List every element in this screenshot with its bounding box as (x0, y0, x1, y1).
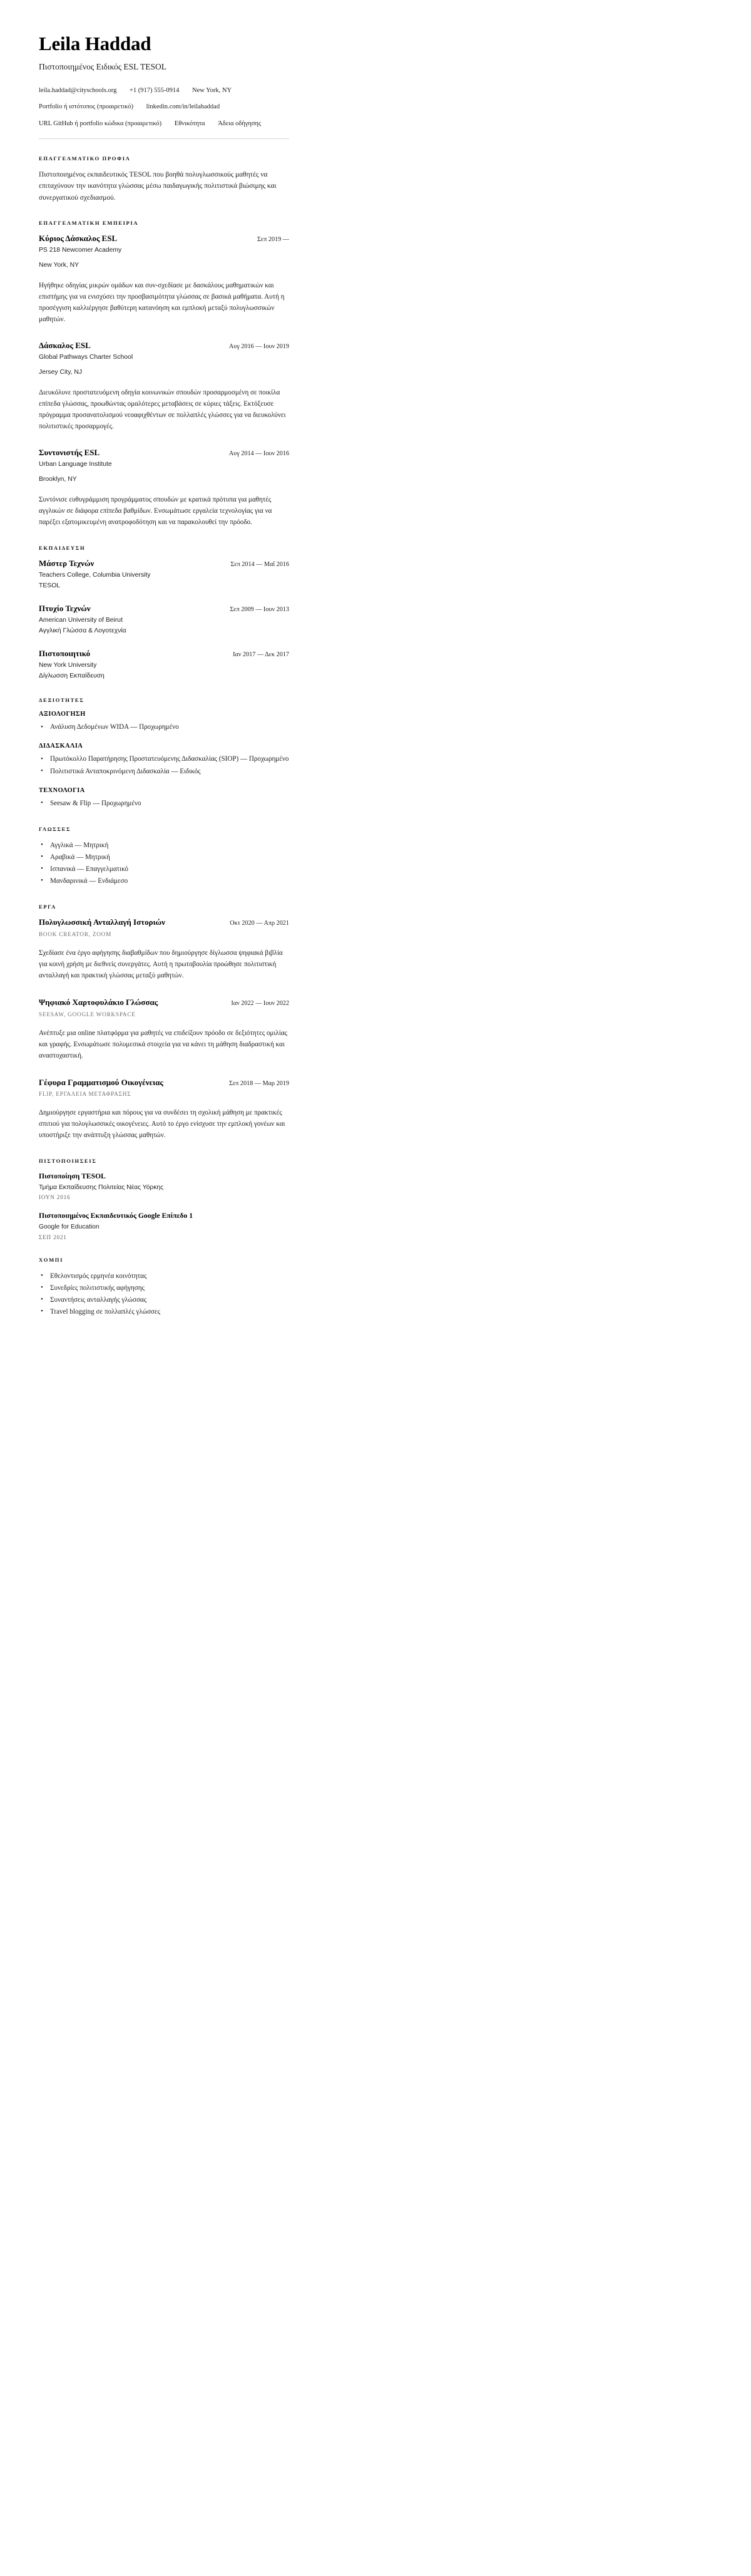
experience-entry (39, 448, 289, 528)
project-date-range: Ιαν 2022 — Ιουν 2022 (231, 999, 289, 1007)
experience-description: Διευκόλυνε προστατευόμενη οδηγία κοινωνικών σπουδών προσαρμοσμένη σε ποικίλα επίπεδα γλώσσας, προωθώντας ομαλότερες μεταβάσεις σε κύριες τάξεις. Εκτόξευσε πρόγραμμα προσανατολισμού νεοαφιχθέντων σε πολλαπλές γλώσσες για να διευκολύνει πολιτιστικές προσαρμογές. (39, 389, 286, 431)
education-entry-head (39, 559, 289, 569)
education-entry (39, 649, 289, 681)
project-entry-head (39, 917, 289, 928)
section-heading-certifications: ΠΙΣΤΟΠΟΙΗΣΕΙΣ (39, 1158, 97, 1165)
education-entry (39, 559, 289, 590)
project-name: Γέφυρα Γραμματισμού Οικογένειας (39, 1077, 163, 1087)
section-heading-summary: ΕΠΑΓΓΕΛΜΑΤΙΚΟ ΠΡΟΦΙΛ (39, 155, 131, 162)
candidate-name: Leila Haddad (39, 33, 151, 54)
experience-entry-head (39, 448, 289, 458)
header-divider (39, 138, 289, 139)
education-date-range: Σεπ 2014 — Μαΐ 2016 (230, 561, 289, 569)
skill-category-label: ΤΕΧΝΟΛΟΓΙΑ (39, 786, 85, 794)
language-item: • Μανδαρινικά — Ενδιάμεσο (39, 875, 289, 887)
hobby-item: • Συναντήσεις ανταλλαγής γλώσσας (39, 1294, 289, 1306)
project-date-range: Οκτ 2020 — Απρ 2021 (230, 920, 289, 927)
summary-text: Πιστοποιημένος εκπαιδευτικός TESOL που βοηθά πολυγλωσσικούς μαθητές να επιταχύνουν την ικανότητα γλώσσας μέσω παιδαγωγικής πολιτιστικά βιώσιμης και συνεργατικού σχεδιασμού. (39, 170, 277, 202)
section-projects (39, 904, 289, 1141)
language-item: • Αραβικά — Μητρική (39, 852, 289, 863)
section-heading-education: ΕΚΠΑΙΔΕΥΣΗ (39, 545, 86, 552)
experience-description: Ηγήθηκε οδηγίας μικρών ομάδων και συν-σχεδίασε με δασκάλους μαθηματικών και επιστήμης για να ενισχύσει την προσβασιμότητα γλώσσας σε βασικά μαθήματα. Αυτή η προσέγγιση καλλιέργησε βαθύτερη κατανόηση και εμπλοκή μεταξύ πολυγλωσσικών μαθητών. (39, 282, 285, 324)
experience-organization: Urban Language Institute (39, 460, 112, 468)
certifications-list (39, 1172, 289, 1240)
skill-category-label: ΑΞΙΟΛΟΓΗΣΗ (39, 711, 86, 718)
experience-entry-head (39, 234, 289, 244)
experience-entry-head (39, 341, 289, 351)
contact-line-extra (39, 119, 289, 128)
experience-date-range: Αυγ 2016 — Ιουν 2019 (228, 343, 289, 351)
language-item: • Ισπανικά — Επαγγελματικό (39, 863, 289, 875)
project-name: Ψηφιακό Χαρτοφυλάκιο Γλώσσας (39, 997, 158, 1007)
resume-sheet (39, 33, 289, 1318)
experience-job-title: Συντονιστής ESL (39, 448, 100, 458)
project-tools: SEESAW, GOOGLE WORKSPACE (39, 1011, 136, 1018)
skill-item-list (39, 753, 289, 777)
skills-list (39, 711, 289, 809)
certification-issuer: Τμήμα Εκπαίδευσης Πολιτείας Νέας Υόρκης (39, 1184, 164, 1192)
experience-date-range: Σεπ 2019 — (257, 236, 289, 244)
education-date-range: Σεπ 2009 — Ιουν 2013 (230, 606, 289, 614)
experience-entry (39, 234, 289, 326)
hobbies-list (39, 1270, 289, 1318)
contact-phone[interactable]: +1 (917) 555-0914 (130, 87, 180, 95)
hobby-item: • Travel blogging σε πολλαπλές γλώσσες (39, 1306, 289, 1318)
section-heading-projects: ΕΡΓΑ (39, 904, 56, 910)
skill-item: • Πρωτόκολλο Παρατήρησης Προστατευόμενης Διδασκαλίας (SIOP) — Προχωρημένο (39, 753, 289, 765)
hobby-item: • Εθελοντισμός ερμηνέα κοινότητας (39, 1270, 289, 1282)
education-degree: Πιστοποιητικό (39, 649, 91, 659)
skill-item: • Πολιτιστικά Ανταποκρινόμενη Διδασκαλία — Ειδικός (39, 766, 289, 778)
project-description: Ανέπτυξε μια online πλατφόρμα για μαθητές να επιδείξουν πρόοδο σε δεξιότητες ομιλίας και γραφής. Ενσωμάτωσε πολυμεσικά στοιχεία για να κάνει τη μάθηση διαδραστική και αναστοχαστική. (39, 1029, 287, 1059)
project-tools: FLIP, ΕΡΓΑΛΕΙΑ ΜΕΤΑΦΡΑΣΗΣ (39, 1091, 131, 1098)
education-school: New York University (39, 662, 97, 669)
education-school: Teachers College, Columbia University (39, 571, 151, 579)
education-field: Αγγλική Γλώσσα & Λογοτεχνία (39, 627, 126, 634)
project-entry-head (39, 997, 289, 1008)
certification-date: ΙΟΥΝ 2016 (39, 1194, 71, 1201)
contact-line-web (39, 102, 289, 111)
certification-issuer: Google for Education (39, 1224, 100, 1231)
experience-job-title: Κύριος Δάσκαλος ESL (39, 234, 118, 244)
experience-entry (39, 341, 289, 433)
project-description: Δημιούργησε εργαστήρια και πόρους για να συνδέσει τη σχολική μάθηση με πρακτικές σπιτιού για πολυγλωσσικές οικογένειες. Αυτό το έργο ενίσχυσε την εμπλοκή γονέων και υποστήριξε την ανάπτυξη γλώσσας μαθητών. (39, 1109, 285, 1140)
contact-location: New York, NY (192, 87, 232, 95)
hobby-item: • Συνεδρίες πολιτιστικής αφήγησης (39, 1282, 289, 1294)
experience-job-title: Δάσκαλος ESL (39, 341, 91, 351)
experience-list (39, 234, 289, 528)
education-field: TESOL (39, 582, 61, 589)
section-experience (39, 220, 289, 528)
project-tools: BOOK CREATOR, ZOOM (39, 930, 112, 937)
section-languages (39, 826, 289, 887)
skill-item: • Ανάλυση Δεδομένων WIDA — Προχωρημένο (39, 721, 289, 733)
section-heading-experience: ΕΠΑΓΓΕΛΜΑΤΙΚΗ ΕΜΠΕΙΡΙΑ (39, 220, 139, 227)
skill-category-label: ΔΙΔΑΣΚΑΛΙΑ (39, 743, 83, 750)
contact-driving-license: Άδεια οδήγησης (218, 120, 262, 127)
education-school: American University of Beirut (39, 617, 123, 624)
certification-date: ΣΕΠ 2021 (39, 1234, 67, 1240)
projects-list (39, 917, 289, 1141)
education-date-range: Ιαν 2017 — Δεκ 2017 (233, 651, 289, 659)
section-certifications (39, 1158, 289, 1240)
skill-group (39, 787, 289, 810)
section-skills (39, 697, 289, 809)
certification-name: Πιστοποίηση TESOL (39, 1172, 106, 1181)
skill-item-list (39, 798, 289, 810)
project-entry (39, 1078, 289, 1142)
experience-description: Συντόνισε ευθυγράμμιση προγράμματος σπουδών με κρατικά πρότυπα για μαθητές αγγλικών σε διάφορα επίπεδα βαθμίδων. Ενσωμάτωσε εργαλεία τεχνολογίας για να παρέξει εξατομικευμένη ανατροφοδότηση και να παρακολουθεί την πρόοδο. (39, 496, 272, 527)
section-heading-skills: ΔΕΞΙΟΤΗΤΕΣ (39, 697, 84, 704)
section-summary (39, 155, 289, 204)
section-hobbies (39, 1257, 289, 1318)
certification-entry (39, 1211, 289, 1240)
project-description: Σχεδίασε ένα έργο αφήγησης διαβαθμίδων που δημιούργησε δίγλωσσα ψηφιακά βιβλία για κοινή χρήση με διεθνείς συνεργάτες. Αυτή η πρωτοβουλία προώθησε πολιτιστική ανταλλαγή και πρακτική γλώσσας μεταξύ μαθητών. (39, 949, 283, 979)
education-degree: Μάστερ Τεχνών (39, 559, 95, 569)
languages-list (39, 840, 289, 887)
experience-organization: Global Pathways Charter School (39, 354, 133, 361)
project-entry (39, 917, 289, 982)
project-name: Πολυγλωσσική Ανταλλαγή Ιστοριών (39, 917, 165, 927)
contact-portfolio[interactable]: Portfolio ή ιστότοπος (προαιρετικό) (39, 103, 133, 111)
contact-nationality: Εθνικότητα (174, 120, 205, 127)
education-list (39, 559, 289, 681)
contact-email[interactable]: leila.haddad@cityschools.org (39, 87, 117, 95)
project-entry-head (39, 1078, 289, 1088)
contact-line-primary (39, 86, 289, 95)
section-heading-languages: ΓΛΩΣΣΕΣ (39, 825, 71, 832)
project-entry (39, 997, 289, 1062)
contact-linkedin[interactable]: linkedin.com/in/leilahaddad (146, 103, 220, 111)
skill-item: • Seesaw & Flip — Προχωρημένο (39, 798, 289, 810)
resume-header (39, 33, 289, 128)
experience-organization: PS 218 Newcomer Academy (39, 247, 122, 254)
education-degree: Πτυχίο Τεχνών (39, 604, 91, 614)
education-entry-head (39, 604, 289, 614)
skill-group (39, 743, 289, 777)
experience-date-range: Αυγ 2014 — Ιουν 2016 (228, 450, 289, 458)
skill-group (39, 711, 289, 733)
language-item: • Αγγλικά — Μητρική (39, 840, 289, 852)
skill-item-list (39, 721, 289, 733)
experience-location: New York, NY (39, 262, 79, 269)
candidate-headline: Πιστοποιημένος Ειδικός ESL TESOL (39, 61, 167, 71)
experience-location: Jersey City, NJ (39, 369, 83, 376)
certification-entry (39, 1172, 289, 1200)
project-date-range: Σεπ 2018 — Μαρ 2019 (229, 1079, 289, 1087)
education-entry (39, 604, 289, 636)
education-field: Δίγλωσση Εκπαίδευση (39, 672, 105, 679)
certification-name: Πιστοποιημένος Εκπαιδευτικός Google Επίπεδο 1 (39, 1212, 193, 1220)
section-heading-hobbies: ΧΟΜΠΙ (39, 1256, 64, 1263)
education-entry-head (39, 649, 289, 659)
experience-location: Brooklyn, NY (39, 476, 77, 483)
section-education (39, 545, 289, 681)
contact-github[interactable]: URL GitHub ή portfolio κώδικα (προαιρετικό) (39, 120, 162, 127)
